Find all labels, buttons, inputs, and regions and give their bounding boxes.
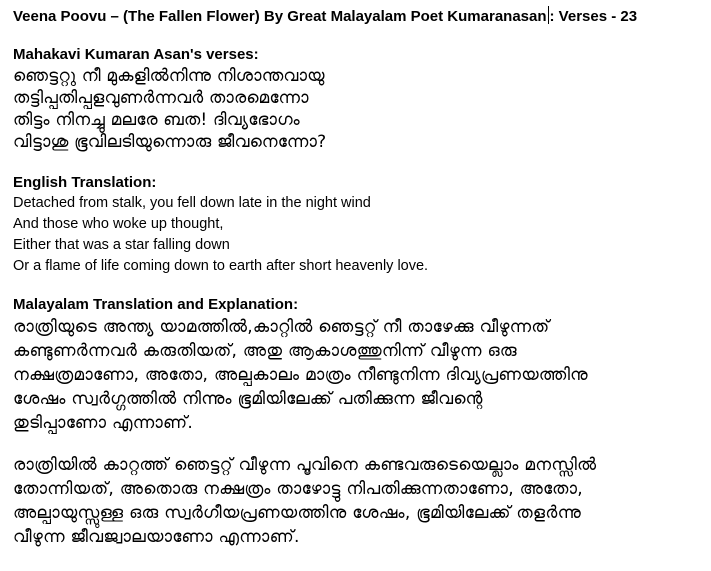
verses-heading: Mahakavi Kumaran Asan's verses: <box>13 46 259 63</box>
english-heading: English Translation: <box>13 174 157 191</box>
verse-line: തട്ടിപ്പതിപ്പളവുണർന്നവർ താരമെന്നോ <box>13 88 309 108</box>
explanation-line: വീഴുന്ന ജീവജ്വാലയാണോ എന്നാണ്. <box>13 527 300 547</box>
explanation-line: ശേഷം സ്വർഗ്ഗത്തിൽ നിന്നും ഭൂമിയിലേക്ക് പതിക്കുന്ന ജീവന്റെ <box>13 389 483 409</box>
explanation-line: രാത്രിയുടെ അന്ത്യ യാമത്തിൽ,കാറ്റിൽ ഞെട്ടറ്റ് നീ താഴേക്കു വീഴുന്നത് <box>13 317 550 337</box>
explanation-line: അല്പായുസ്സുള്ള ഒരു സ്വർഗീയപ്രണയത്തിനു ശേഷം, ഭൂമിയിലേക്ക് തളർന്നു <box>13 503 582 523</box>
english-line: And those who woke up thought, <box>13 216 224 232</box>
spacer <box>13 27 703 45</box>
explanation-line: രാത്രിയിൽ കാറ്റത്ത് ഞെട്ടറ്റ് വീഴുന്ന പൂവിനെ കണ്ടവരുടെയെല്ലാം മനസ്സിൽ <box>13 455 597 475</box>
explanation-line: കണ്ടുണർന്നവർ കരുതിയത്, അതു ആകാശത്തുനിന്ന് വീഴുന്ന ഒരു <box>13 341 517 361</box>
document-title-text-before-cursor: Veena Poovu – (The Fallen Flower) By Great Malayalam Poet Kumaranasan <box>13 8 547 25</box>
verse-line: തിട്ടം നിനച്ചു മലരേ ബത! ദിവ്യഭോഗം <box>13 110 300 130</box>
verse-line: വിട്ടാശു ഭൂവിലടിയുന്നൊരു ജീവനെന്നോ? <box>13 132 327 152</box>
spacer <box>13 153 703 173</box>
english-line: Detached from stalk, you fell down late in the night wind <box>13 195 371 211</box>
document-title[interactable] <box>13 6 703 27</box>
explanation-line: തോന്നിയത്, അതൊരു നക്ഷത്രം താഴോട്ടു നിപതിക്കുന്നതാണോ, അതോ, <box>13 479 583 499</box>
explanation-line: നക്ഷത്രമാണോ, അതോ, അല്പകാലം മാത്രം നീണ്ടുനിന്ന ദിവ്യപ്രണയത്തിനു <box>13 365 588 385</box>
text-cursor <box>548 6 549 24</box>
spacer <box>13 277 703 295</box>
spacer <box>13 435 703 453</box>
explanation-paragraph-1 <box>13 315 703 435</box>
explanation-line: തുടിപ്പാണോ എന്നാണ്. <box>13 413 194 433</box>
english-line: Or a flame of life coming down to earth after short heavenly love. <box>13 258 429 274</box>
malayalam-heading: Malayalam Translation and Explanation: <box>13 296 299 313</box>
english-line: Either that was a star falling down <box>13 237 230 253</box>
explanation-paragraph-2 <box>13 453 703 549</box>
document-title-text-after-cursor: : Verses - 23 <box>549 8 638 25</box>
verses-block <box>13 65 703 153</box>
english-block <box>13 193 703 277</box>
verse-line: ഞെട്ടറ്റു നീ മുകളിൽനിന്നു നിശാന്തവായു <box>13 66 325 86</box>
document-page <box>13 6 703 549</box>
